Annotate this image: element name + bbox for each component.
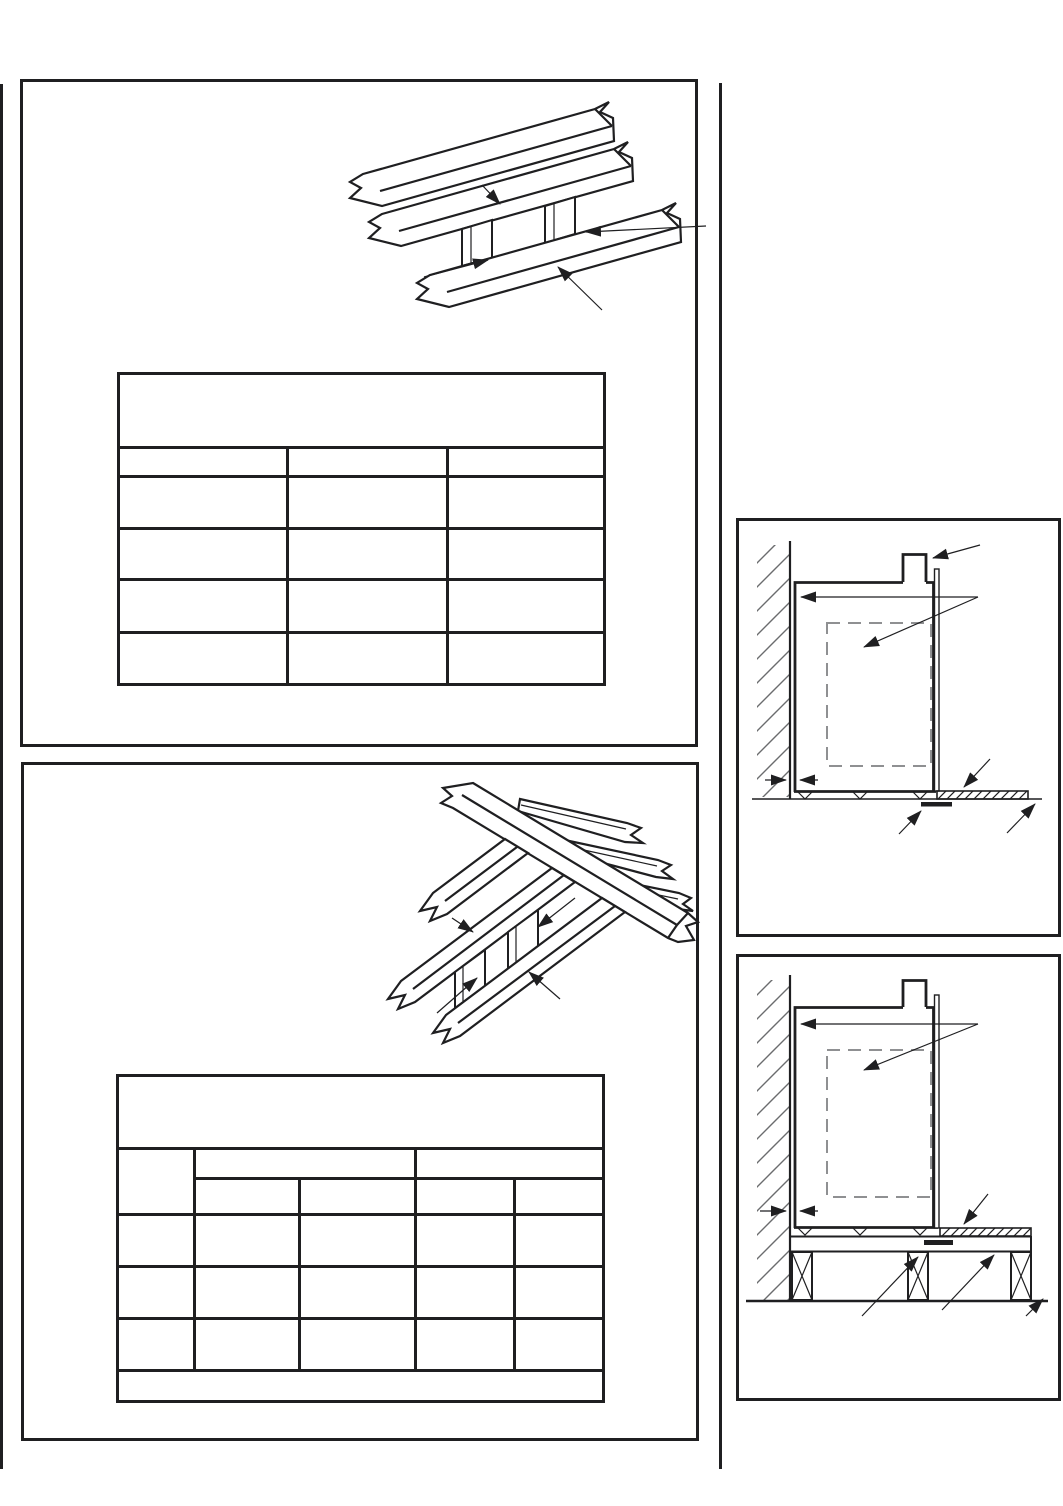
- table-cell: [288, 529, 448, 580]
- blank-table-top: [117, 372, 606, 686]
- table-group-header-cell: [416, 1149, 604, 1179]
- table-cell: [288, 633, 448, 685]
- table-cell: [119, 477, 288, 529]
- table-cell: [448, 580, 605, 633]
- table-cell: [300, 1215, 416, 1267]
- table-cell: [195, 1267, 300, 1319]
- table-cell: [416, 1319, 515, 1371]
- table-cell: [300, 1319, 416, 1371]
- table-cell: [300, 1267, 416, 1319]
- table-subheader-cell: [300, 1179, 416, 1215]
- table-cell: [195, 1215, 300, 1267]
- table-header-cell: [448, 448, 605, 477]
- table-cell: [416, 1215, 515, 1267]
- panel-bottom-right: [736, 954, 1061, 1401]
- table-cell: [448, 529, 605, 580]
- table-cell: [119, 580, 288, 633]
- column-divider-rule: [719, 83, 722, 1469]
- table-subheader-cell: [416, 1179, 515, 1215]
- table-cell: [118, 1267, 195, 1319]
- table-title-cell: [118, 1076, 604, 1149]
- table-cell: [119, 633, 288, 685]
- table-cell: [288, 580, 448, 633]
- table-header-cell: [288, 448, 448, 477]
- table-cell: [119, 529, 288, 580]
- table-cell: [448, 477, 605, 529]
- table-group-header-cell: [195, 1149, 416, 1179]
- panel-top-right: [736, 518, 1061, 937]
- table-header-cell: [118, 1149, 195, 1215]
- table-footer-cell: [118, 1371, 604, 1402]
- table-cell: [118, 1319, 195, 1371]
- table-cell: [515, 1267, 604, 1319]
- table-header-cell: [119, 448, 288, 477]
- table-cell: [118, 1215, 195, 1267]
- blank-table-bottom: [116, 1074, 605, 1403]
- table-cell: [515, 1319, 604, 1371]
- table-title-cell: [119, 374, 605, 448]
- page-left-edge-rule: [0, 84, 3, 1469]
- table-cell: [288, 477, 448, 529]
- table-cell: [515, 1215, 604, 1267]
- table-cell: [195, 1319, 300, 1371]
- table-subheader-cell: [195, 1179, 300, 1215]
- table-subheader-cell: [515, 1179, 604, 1215]
- table-cell: [448, 633, 605, 685]
- table-cell: [416, 1267, 515, 1319]
